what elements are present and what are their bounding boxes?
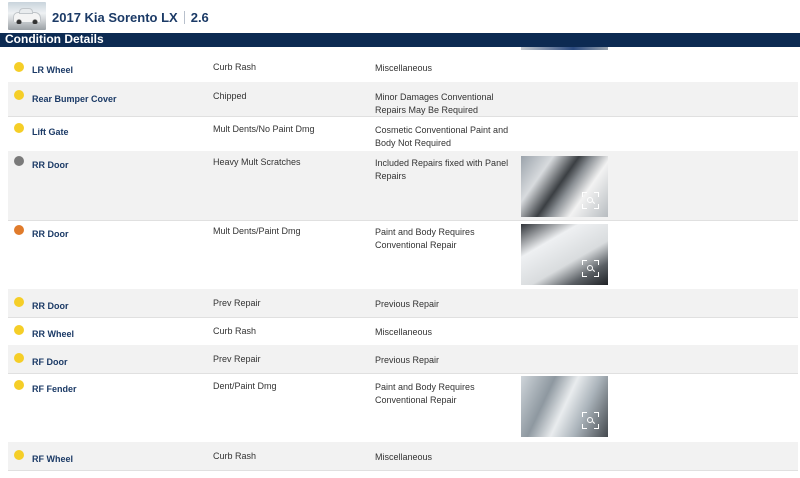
severity-dot-icon [14, 325, 24, 335]
part-name: RF Door [32, 357, 68, 367]
damage-type: Mult Dents/No Paint Dmg [213, 124, 315, 134]
damage-type: Curb Rash [213, 326, 257, 336]
severity-dot-icon [14, 297, 24, 307]
table-row [8, 82, 798, 117]
title-divider [184, 11, 185, 24]
repair-action: Previous Repair [375, 299, 440, 309]
severity-dot-icon [14, 123, 24, 133]
severity-dot-icon [14, 90, 24, 100]
table-row [8, 317, 798, 346]
repair-action: Miscellaneous [375, 63, 433, 73]
vehicle-engine: 2.6 [190, 10, 209, 25]
damage-type: Prev Repair [213, 298, 261, 308]
damage-type: Prev Repair [213, 354, 261, 364]
condition-details-header [0, 33, 800, 47]
repair-action: Previous Repair [375, 355, 440, 365]
damage-type: Heavy Mult Scratches [213, 157, 301, 167]
repair-action: Cosmetic Conventional Paint and Body Not Required [375, 125, 509, 148]
part-name: Rear Bumper Cover [32, 94, 117, 104]
repair-action: Paint and Body Requires Conventional Repair [375, 382, 475, 405]
damage-type: Mult Dents/Paint Dmg [213, 226, 301, 236]
severity-dot-icon [14, 353, 24, 363]
severity-dot-icon [14, 156, 24, 166]
table-row [8, 442, 798, 471]
part-name: Lift Gate [32, 127, 69, 137]
damage-type: Chipped [213, 91, 247, 101]
vehicle-name: 2017 Kia Sorento LX [52, 10, 178, 25]
table-row [8, 220, 798, 290]
damage-type: Dent/Paint Dmg [213, 381, 277, 391]
severity-dot-icon [14, 62, 24, 72]
zoom-icon[interactable] [582, 192, 599, 209]
part-name: LR Wheel [32, 65, 74, 75]
repair-action: Minor Damages Conventional Repairs May Be Required [375, 92, 494, 115]
repair-action: Miscellaneous [375, 327, 433, 337]
repair-action: Miscellaneous [375, 452, 433, 462]
vehicle-thumbnail[interactable] [8, 2, 46, 30]
section-title: Condition Details [5, 32, 104, 46]
car-icon [13, 12, 41, 23]
damage-type: Curb Rash [213, 62, 257, 72]
table-row [8, 116, 798, 152]
severity-dot-icon [14, 450, 24, 460]
part-name: RR Wheel [32, 329, 75, 339]
part-name: RR Door [32, 160, 69, 170]
severity-dot-icon [14, 380, 24, 390]
part-name: RR Door [32, 229, 69, 239]
table-row [8, 345, 798, 374]
damage-photo[interactable] [521, 376, 608, 437]
table-row [8, 373, 798, 443]
part-name: RF Fender [32, 384, 77, 394]
table-row [8, 47, 798, 83]
damage-photo[interactable] [521, 156, 608, 217]
damage-photo[interactable] [521, 224, 608, 285]
repair-action: Paint and Body Requires Conventional Repair [375, 227, 475, 250]
severity-dot-icon [14, 225, 24, 235]
part-name: RF Wheel [32, 454, 74, 464]
zoom-icon[interactable] [582, 412, 599, 429]
repair-action: Included Repairs fixed with Panel Repairs [375, 158, 509, 181]
damage-type: Curb Rash [213, 451, 257, 461]
table-row [8, 151, 798, 221]
part-name: RR Door [32, 301, 69, 311]
vehicle-header [0, 0, 800, 33]
zoom-icon[interactable] [582, 260, 599, 277]
vehicle-title [52, 10, 209, 25]
table-row [8, 289, 798, 318]
